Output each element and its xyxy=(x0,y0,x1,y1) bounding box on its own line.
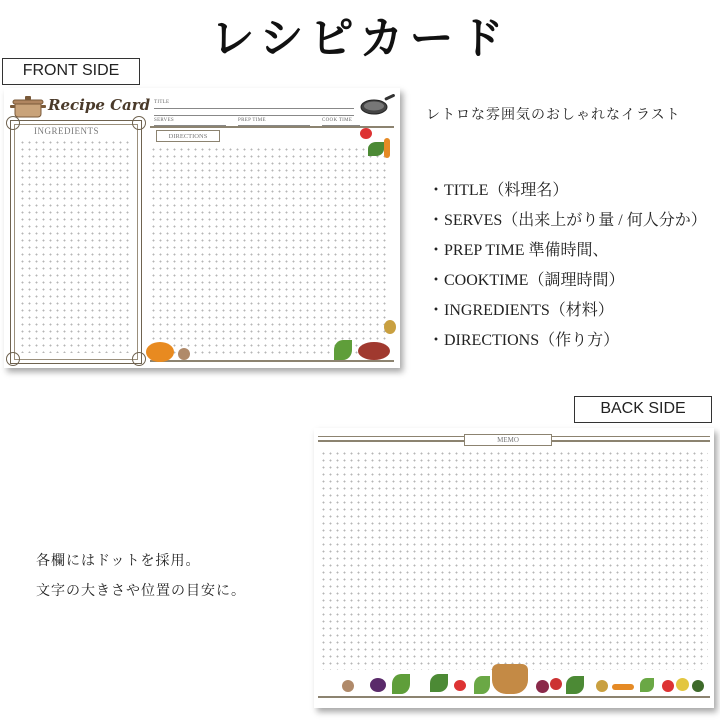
field-list-item: ・DIRECTIONS（作り方） xyxy=(428,332,620,349)
frame-corner-ornament xyxy=(6,352,20,366)
frame-corner-ornament xyxy=(132,352,146,366)
ingredients-dot-grid xyxy=(19,139,133,353)
meat-icon xyxy=(358,342,390,360)
directions-ribbon: DIRECTIONS xyxy=(156,130,220,142)
lettuce-icon xyxy=(430,674,448,692)
corn-icon xyxy=(392,674,410,694)
field-list xyxy=(428,176,707,356)
frying-pan-icon xyxy=(360,94,396,116)
mushroom-icon xyxy=(178,348,190,360)
tomato-icon xyxy=(454,680,466,691)
onion-icon xyxy=(384,320,396,334)
directions-top-rule xyxy=(150,126,394,128)
field-list-item: ・PREP TIME 準備時間、 xyxy=(428,242,609,259)
herb-icon xyxy=(474,676,490,694)
onion-icon xyxy=(596,680,608,692)
tomato-icon xyxy=(360,128,372,139)
vegetable-basket-icon xyxy=(492,664,528,694)
frame-corner-ornament xyxy=(132,116,146,130)
title-field-line-2 xyxy=(154,115,354,116)
prep-time-field-label: PREP TIME xyxy=(238,118,266,123)
page-title: レシピカード xyxy=(210,13,510,64)
eggplant-icon xyxy=(370,678,386,692)
note-line-2: 文字の大きさや位置の目安に。 xyxy=(36,583,246,599)
carrot-icon xyxy=(384,138,390,158)
back-side-label: BACK SIDE xyxy=(574,396,712,423)
front-side-label: FRONT SIDE xyxy=(2,58,140,85)
field-list-item: ・INGREDIENTS（材料） xyxy=(428,302,614,319)
mushroom-icon xyxy=(342,680,354,692)
memo-dot-grid xyxy=(320,450,708,670)
field-list-item: ・TITLE（料理名） xyxy=(428,182,569,199)
recipe-card-title: Recipe Card xyxy=(48,96,151,114)
avocado-icon xyxy=(692,680,704,692)
lemon-icon xyxy=(676,678,689,691)
memo-ribbon: MEMO xyxy=(464,434,552,446)
directions-dot-grid xyxy=(150,146,386,358)
corn-icon xyxy=(334,340,352,360)
carrot-icon xyxy=(612,684,634,690)
design-description: レトロな雰囲気のおしゃれなイラスト xyxy=(426,107,681,123)
directions-bottom-rule xyxy=(150,360,394,362)
note-line-1: 各欄にはドットを採用。 xyxy=(36,553,201,569)
field-list-item: ・COOKTIME（調理時間） xyxy=(428,272,625,289)
vegetable-leaf-icon xyxy=(368,142,384,156)
pumpkin-icon xyxy=(146,342,174,362)
beet-icon xyxy=(536,680,549,693)
serves-field-label: SERVES xyxy=(154,118,175,123)
back-memo-card xyxy=(314,428,714,708)
radish-icon xyxy=(550,678,562,690)
front-recipe-card xyxy=(4,88,400,368)
broccoli-icon xyxy=(566,676,584,694)
title-field-label: TITLE xyxy=(154,100,170,105)
cook-time-field-label: COOK TIME xyxy=(322,118,353,123)
frame-corner-ornament xyxy=(6,116,20,130)
ingredients-label: INGREDIENTS xyxy=(34,126,99,136)
tomato-icon xyxy=(662,680,674,692)
ingredients-frame xyxy=(10,120,142,364)
title-field-line xyxy=(154,108,354,109)
memo-bottom-rule xyxy=(318,696,710,698)
field-list-item: ・SERVES（出来上がり量 / 何人分か） xyxy=(428,212,707,229)
pepper-icon xyxy=(640,678,654,692)
